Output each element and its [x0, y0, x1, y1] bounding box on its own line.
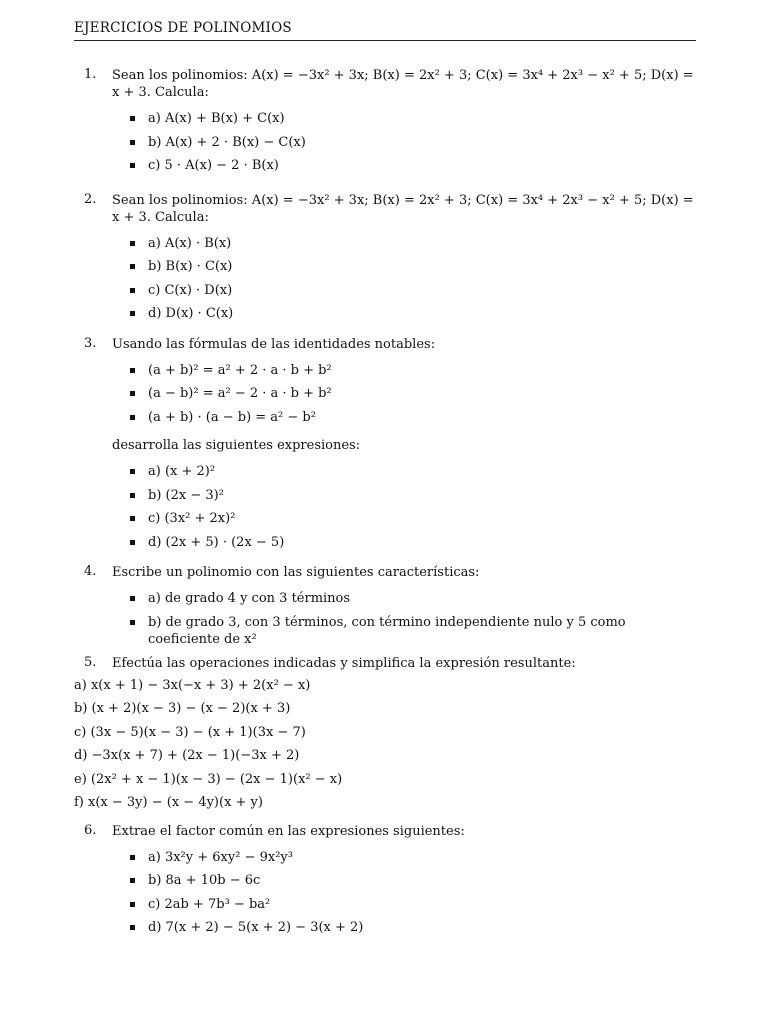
- exercise-statement: Sean los polinomios: A(x) = −3x² + 3x; B(x) = 2x² + 3; C(x) = 3x⁴ + 2x³ − x² + 5; D(x) = x + 3. Calcula:: [112, 68, 694, 100]
- list-item: a) de grado 4 y con 3 términos: [130, 587, 696, 611]
- list-item: b) A(x) + 2 · B(x) − C(x): [130, 131, 696, 155]
- exercise-item-list: [74, 674, 696, 815]
- exercise-3: [74, 336, 696, 555]
- worksheet-title: EJERCICIOS DE POLINOMIOS: [74, 20, 696, 41]
- exercise-item-list: [112, 232, 696, 326]
- exercise-number: 3.: [84, 335, 97, 351]
- exercise-number: 1.: [84, 67, 97, 82]
- list-item: d) −3x(x + 7) + (2x − 1)(−3x + 2): [74, 748, 300, 763]
- exercise-number: 2.: [84, 191, 97, 207]
- list-item: c) 5 · A(x) − 2 · B(x): [130, 154, 696, 178]
- exercise-statement: Escribe un polinomio con las siguientes características:: [112, 565, 480, 580]
- list-item: a) (x + 2)²: [130, 460, 696, 484]
- list-item: c) 2ab + 7b³ − ba²: [130, 893, 696, 917]
- exercise-number: 6.: [84, 822, 97, 838]
- exercise-statement: Sean los polinomios: A(x) = −3x² + 3x; B(x) = 2x² + 3; C(x) = 3x⁴ + 2x³ − x² + 5; D(x) = x + 3. Calcula:: [112, 192, 694, 225]
- list-item: (a + b) · (a − b) = a² − b²: [130, 406, 696, 430]
- list-item: c) C(x) · D(x): [130, 279, 696, 303]
- list-item: b) B(x) · C(x): [130, 255, 696, 279]
- exercise-4: [74, 564, 696, 645]
- list-item: b) (2x − 3)²: [130, 484, 696, 508]
- exercise-substatement: desarrolla las siguientes expresiones:: [112, 438, 361, 453]
- list-item: (a + b)² = a² + 2 · a · b + b²: [130, 359, 696, 383]
- exercise-5: [74, 655, 696, 815]
- list-item: a) 3x²y + 6xy² − 9x²y³: [130, 846, 696, 870]
- list-item: b) de grado 3, con 3 términos, con término independiente nulo y 5 como coeficiente de x²: [130, 611, 696, 645]
- exercise-2: [74, 192, 696, 326]
- exercise-item-list: [112, 587, 696, 645]
- list-item: e) (2x² + x − 1)(x − 3) − (2x − 1)(x² − x): [74, 771, 343, 787]
- list-item: c) (3x² + 2x)²: [130, 507, 696, 531]
- exercise-item-list: [112, 460, 696, 554]
- list-item: a) A(x) + B(x) + C(x): [130, 107, 696, 131]
- exercise-statement: Usando las fórmulas de las identidades notables:: [112, 336, 436, 352]
- worksheet-page: [74, 20, 696, 940]
- list-item: a) x(x + 1) − 3x(−x + 3) + 2(x² − x): [74, 677, 311, 693]
- list-item: (a − b)² = a² − 2 · a · b + b²: [130, 382, 696, 406]
- list-item: d) (2x + 5) · (2x − 5): [130, 531, 696, 555]
- list-item: d) 7(x + 2) − 5(x + 2) − 3(x + 2): [130, 916, 696, 940]
- exercise-number: 4.: [84, 564, 97, 579]
- list-item: c) (3x − 5)(x − 3) − (x + 1)(3x − 7): [74, 724, 306, 740]
- list-item: f) x(x − 3y) − (x − 4y)(x + y): [74, 795, 263, 810]
- exercise-1: [74, 67, 696, 178]
- list-item: d) D(x) · C(x): [130, 302, 696, 326]
- list-item: b) 8a + 10b − 6c: [130, 869, 696, 893]
- list-item: a) A(x) · B(x): [130, 232, 696, 256]
- exercise-number: 5.: [84, 654, 97, 670]
- exercise-item-list: [112, 107, 696, 178]
- list-item: b) (x + 2)(x − 3) − (x − 2)(x + 3): [74, 701, 291, 716]
- exercise-statement: Extrae el factor común en las expresiones siguientes:: [112, 823, 465, 839]
- exercise-item-list: [112, 846, 696, 940]
- exercise-statement: Efectúa las operaciones indicadas y simplifica la expresión resultante:: [112, 655, 576, 671]
- identities-list: [112, 359, 696, 430]
- exercise-6: [74, 823, 696, 940]
